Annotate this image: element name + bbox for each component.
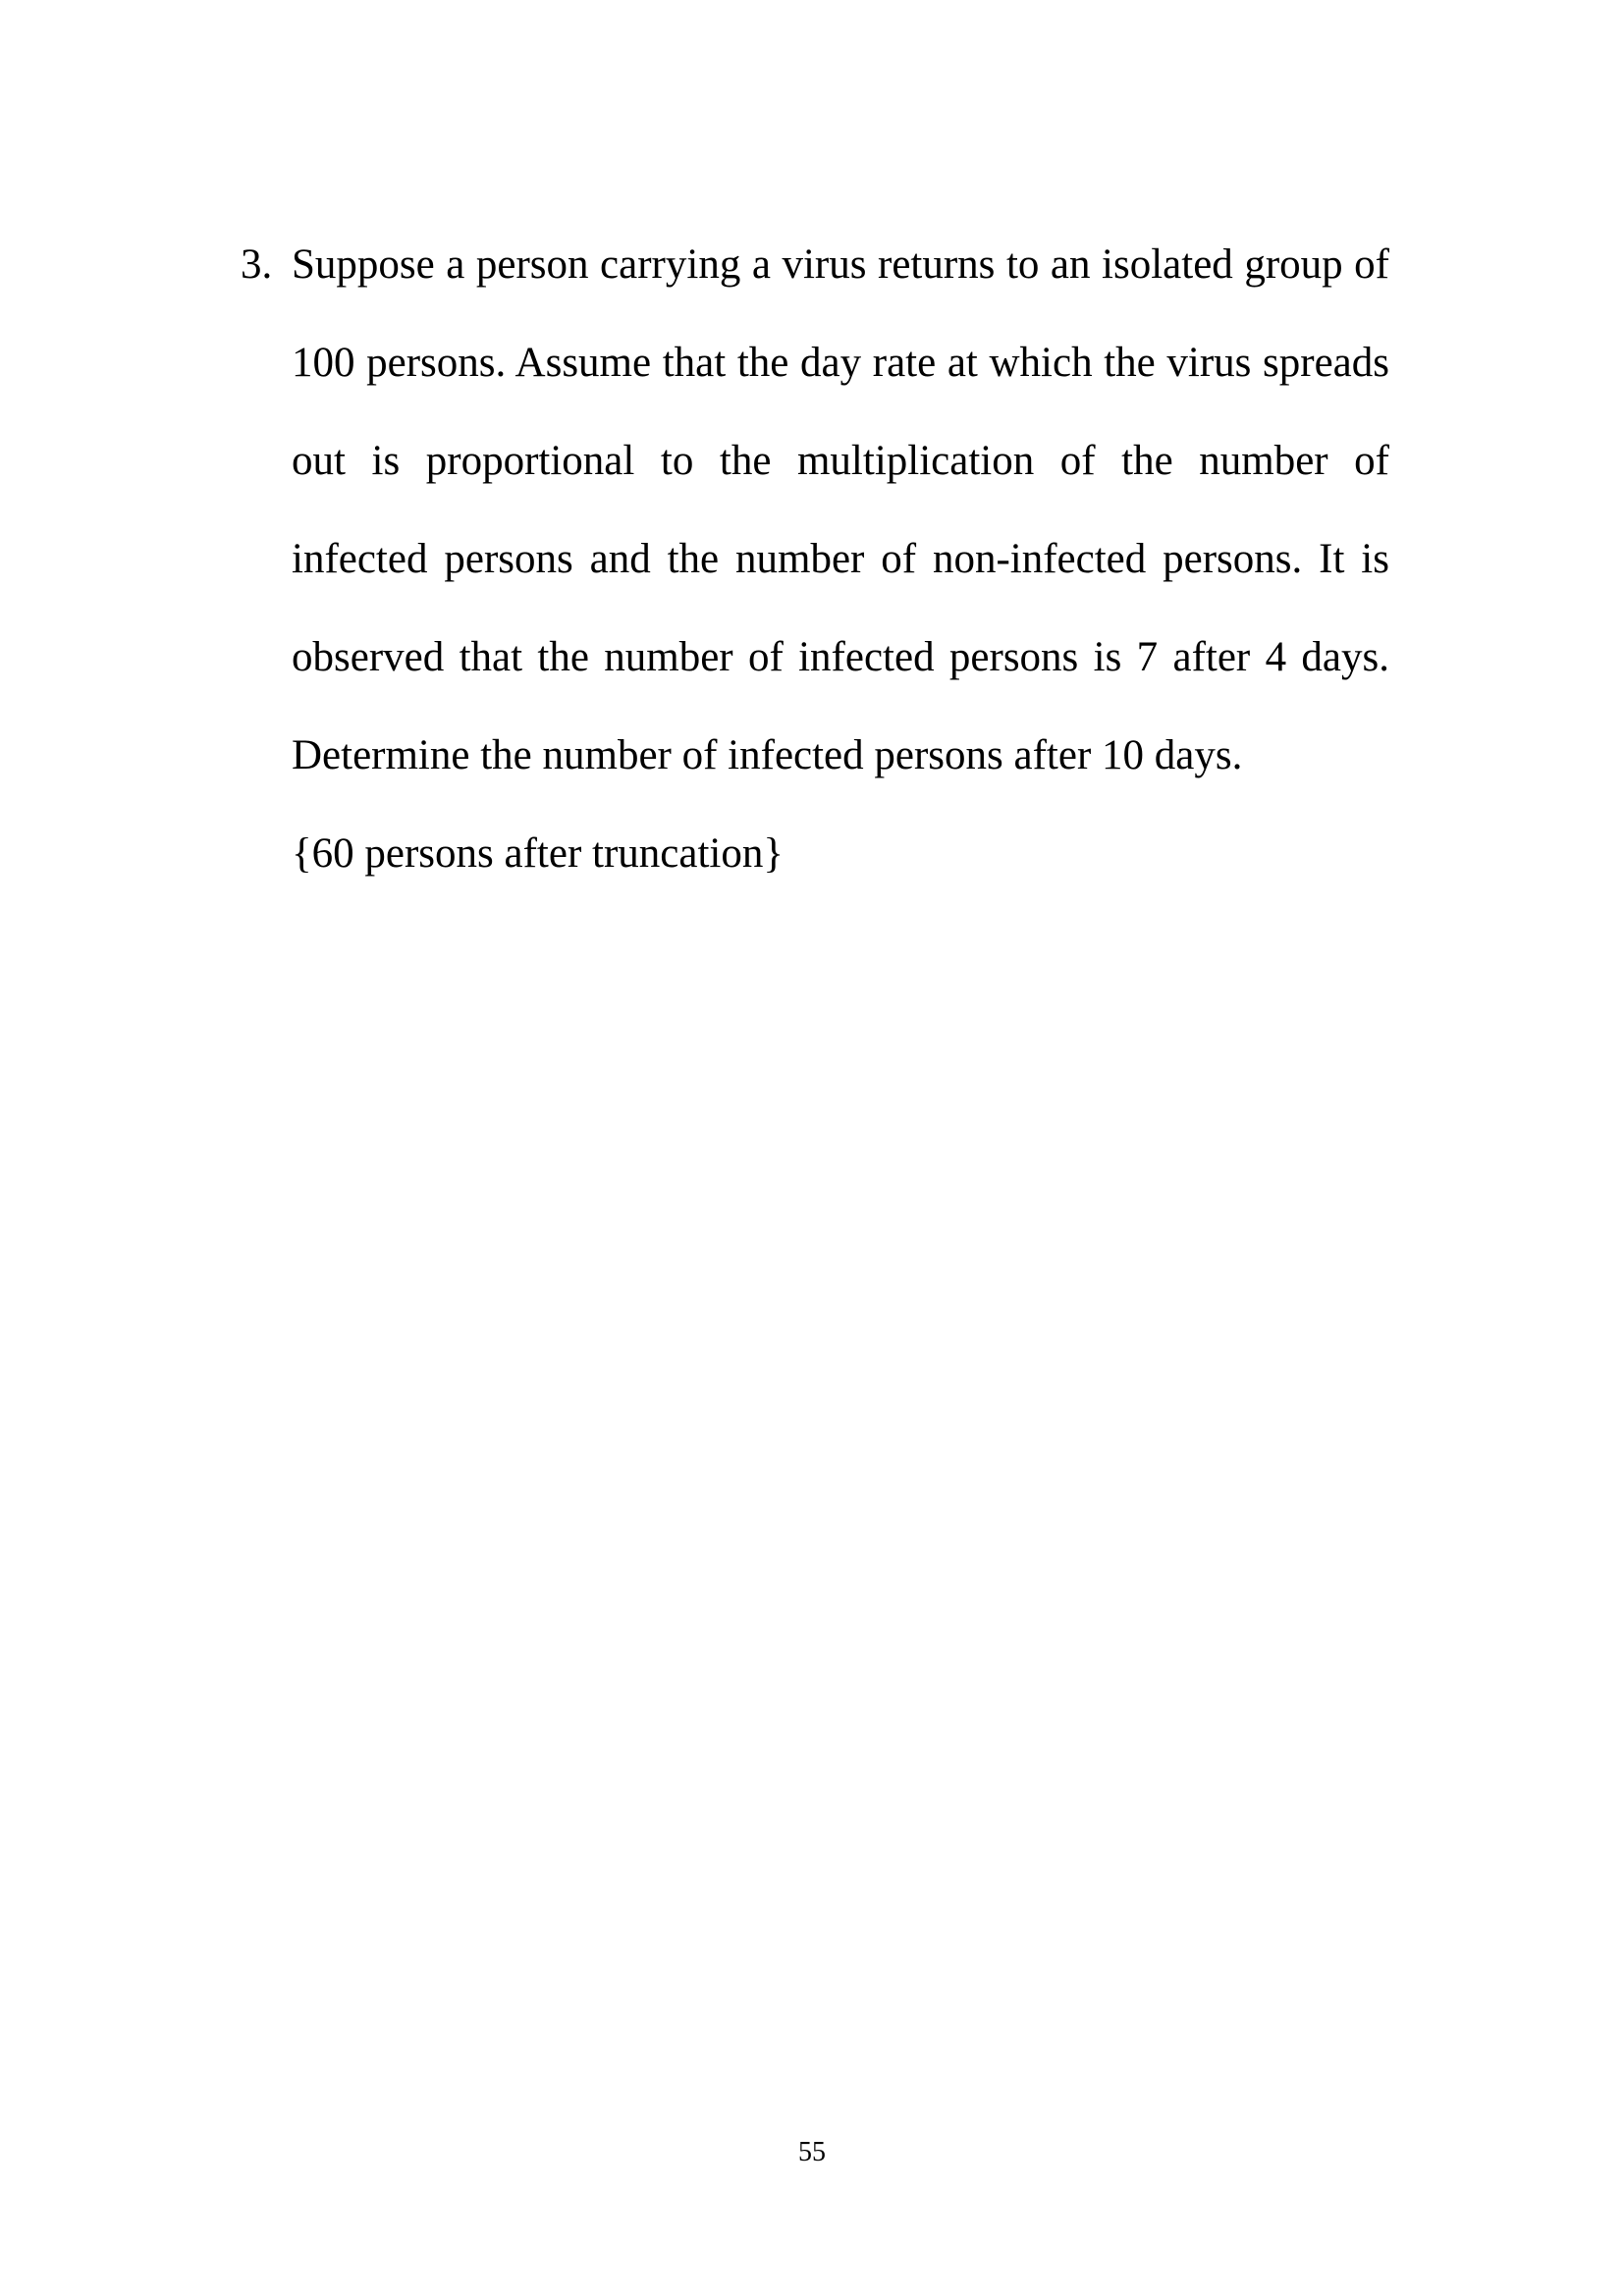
problem-3 [241, 216, 1389, 903]
problem-text: Suppose a person carrying a virus returns to an isolated group of 100 persons. Assume that the day rate at which the virus spreads out is proportional to the multiplication of the number of infected persons and the number of non-infected persons. It is observed that the number of infected persons is 7 after 4 days. Determine the number of infected persons after 10 days. [292, 241, 1389, 778]
problem-number: 3. [241, 241, 273, 288]
page-number: 55 [798, 2137, 826, 2167]
problem-answer: {60 persons after truncation} [292, 830, 784, 877]
